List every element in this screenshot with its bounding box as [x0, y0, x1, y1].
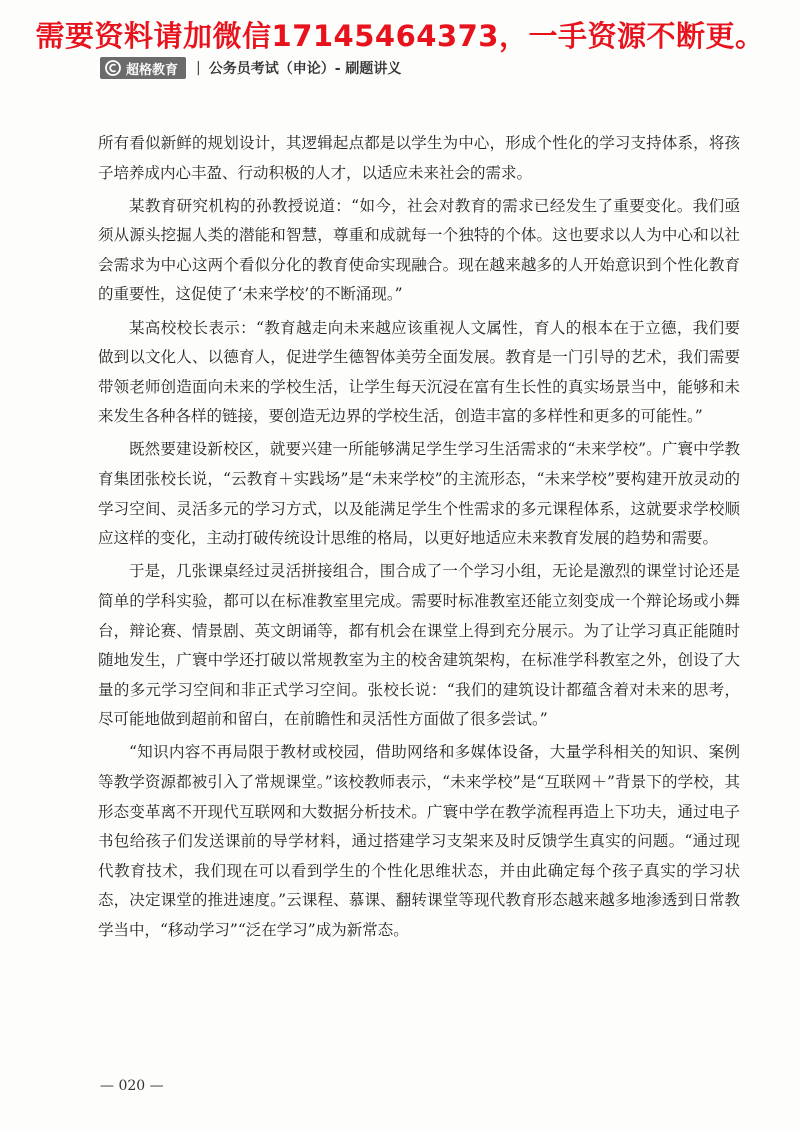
paragraph-1: 所有看似新鲜的规划设计，其逻辑起点都是以学生为中心，形成个性化的学习支持体系，将孩子培养成内心丰盈、行动积极的人才，以适应未来社会的需求。 [98, 134, 740, 182]
article-body [98, 129, 740, 949]
header-separator: | [196, 60, 201, 76]
paragraph-4: 既然要建设新校区，就要兴建一所能够满足学生学习生活需求的“未来学校”。广寰中学教育集团张校长说，“云教育＋实践场”是“未来学校”的主流形态，“未来学校”要构建开放灵动的学习空间、灵活多元的学习方式，以及能满足学生个性需求的多元课程体系，这就要求学校顺应这样的变化，主动打破传统设计思维的格局，以更好地适应未来教育发展的趋势和需要。 [98, 440, 740, 548]
paragraph-2: 某教育研究机构的孙教授说道：“如今，社会对教育的需求已经发生了重要变化。我们亟须从源头挖掘人类的潜能和智慧，尊重和成就每一个独特的个体。这也要求以人为中心和以社会需求为中心这两个看似分化的教育使命实现融合。现在越来越多的人开始意识到个性化教育的重要性，这促使了‘未来学校’的不断涌现。” [98, 196, 740, 304]
paragraph-3: 某高校校长表示：“教育越走向未来越应该重视人文属性，育人的根本在于立德，我们要做到以文化人、以德育人，促进学生德智体美劳全面发展。教育是一门引导的艺术，我们需要带领老师创造面向未来的学校生活，让学生每天沉浸在富有生长性的真实场景当中，能够和未来发生各种各样的链接，要创造无边界的学校生活，创造丰富的多样性和更多的可能性。” [98, 318, 740, 426]
promo-banner: 需要资料请加微信17145464373，一手资源不断更。 [35, 19, 765, 53]
publisher-logo [100, 57, 186, 79]
header-title: 公务员考试（申论）- 刷题讲义 [208, 61, 402, 77]
logo-text: 超格教育 [126, 62, 179, 78]
logo-icon [105, 60, 121, 76]
paragraph-5: 于是，几张课桌经过灵活拼接组合，围合成了一个学习小组，无论是激烈的课堂讨论还是简单的学科实验，都可以在标准教室里完成。需要时标准教室还能立刻变成一个辩论场或小舞台，辩论赛、情景剧、英文朗诵等，都有机会在课堂上得到充分展示。为了让学习真正能随时随地发生，广寰中学还打破以常规教室为主的校舍建筑架构，在标准学科教室之外，创设了大量的多元学习空间和非正式学习空间。张校长说：“我们的建筑设计都蕴含着对未来的思考，尽可能地做到超前和留白，在前瞻性和灵活性方面做了很多尝试。” [98, 562, 740, 729]
page-header [100, 56, 401, 80]
page-number: — 020 — [100, 1078, 164, 1094]
paragraph-6: “知识内容不再局限于教材或校园，借助网络和多媒体设备，大量学科相关的知识、案例等教学资源都被引入了常规课堂。”该校教师表示，“未来学校”是“互联网＋”背景下的学校，其形态变革离不开现代互联网和大数据分析技术。广寰中学在教学流程再造上下功夫，通过电子书包给孩子们发送课前的导学材料，通过搭建学习支架来及时反馈学生真实的问题。“通过现代教育技术，我们现在可以看到学生的个性化思维状态，并由此确定每个孩子真实的学习状态，决定课堂的推进速度。”云课程、慕课、翻转课堂等现代教育形态越来越多地渗透到日常教学当中，“移动学习”“泛在学习”成为新常态。 [98, 743, 740, 939]
